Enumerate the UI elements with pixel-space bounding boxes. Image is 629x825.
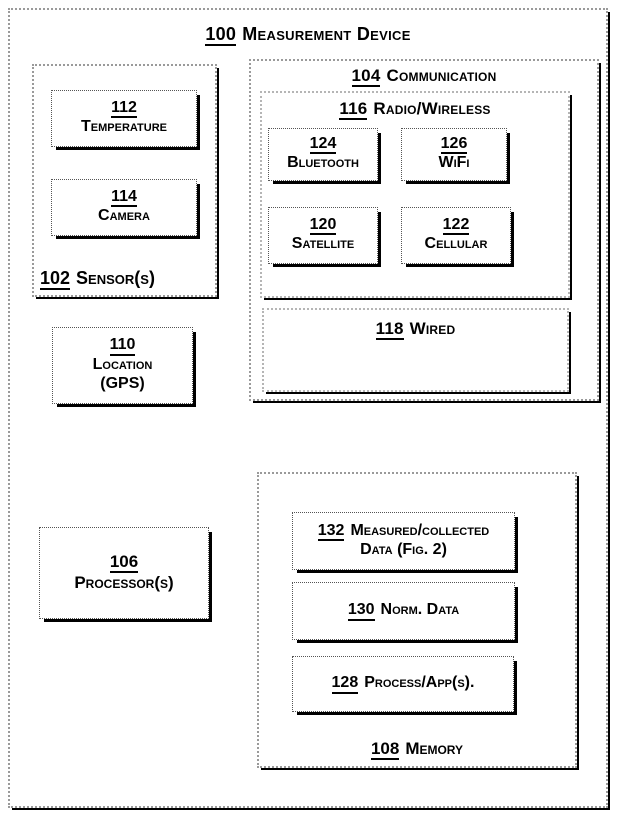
communication-title: [251, 66, 597, 87]
measured-data-box: [292, 512, 515, 570]
wired-title: [264, 319, 567, 340]
bluetooth-ref-number: 124: [310, 136, 337, 155]
process-apps-ref-number: 128: [332, 675, 359, 694]
wired-label: Wired: [409, 319, 456, 338]
satellite-ref-number: 120: [310, 217, 337, 236]
measured-data-ref-number: 132: [318, 523, 345, 542]
wifi-box: [401, 128, 507, 181]
memory-title: [259, 739, 575, 760]
camera-label: Camera: [98, 207, 150, 225]
cellular-ref-number: 122: [443, 217, 470, 236]
norm-data-label: Norm. Data: [380, 601, 460, 619]
sensors-box: [32, 64, 217, 297]
norm-data-line: [348, 601, 459, 621]
measured-data-label: Measured/collected: [350, 521, 490, 539]
radio-wireless-ref-number: 116: [339, 99, 368, 118]
measurement-device-title: [10, 24, 606, 46]
measurement-device-label: Measurement Device: [242, 24, 411, 44]
sensors-title: [40, 268, 155, 290]
location-box: [52, 327, 193, 404]
memory-ref-number: 108: [370, 739, 400, 759]
sensors-label: Sensor(s): [76, 268, 155, 289]
wired-box: [262, 308, 569, 392]
temperature-ref-number: 112: [111, 100, 137, 119]
norm-data-box: [292, 582, 515, 640]
process-apps-line: [332, 674, 475, 694]
processor-ref-number: 106: [109, 552, 139, 572]
satellite-label: Satellite: [291, 235, 355, 253]
cellular-box: [401, 207, 511, 264]
measurement-device-box: [8, 8, 608, 808]
wifi-label: WiFi: [438, 154, 470, 172]
measurement-device-ref-number: 100: [205, 24, 237, 44]
memory-box: [257, 472, 577, 768]
temperature-label: Temperature: [81, 118, 167, 136]
radio-wireless-title: [262, 99, 568, 120]
communication-box: [249, 59, 599, 401]
processor-label: Processor(s): [74, 572, 174, 592]
sensors-ref-number: 102: [40, 268, 71, 289]
measured-data-line2: Data (Fig. 2): [360, 541, 447, 559]
process-apps-box: [292, 656, 514, 712]
satellite-box: [268, 207, 378, 264]
camera-box: [51, 179, 197, 236]
bluetooth-label: Bluetooth: [287, 154, 359, 172]
camera-ref-number: 114: [111, 189, 137, 208]
wired-ref-number: 118: [375, 319, 404, 338]
processor-box: [39, 527, 209, 619]
radio-wireless-label: Radio/Wireless: [373, 99, 491, 118]
location-label: Location: [92, 356, 153, 374]
process-apps-label: Process/App(s).: [364, 674, 475, 692]
norm-data-ref-number: 130: [348, 602, 375, 621]
memory-label: Memory: [405, 739, 464, 759]
wifi-ref-number: 126: [441, 136, 468, 155]
communication-label: Communication: [386, 66, 497, 85]
temperature-box: [51, 90, 197, 147]
radio-wireless-box: [260, 91, 570, 298]
location-ref-number: 110: [110, 337, 136, 356]
cellular-label: Cellular: [424, 235, 488, 253]
bluetooth-box: [268, 128, 378, 181]
communication-ref-number: 104: [351, 66, 381, 85]
measured-data-line1: [318, 522, 489, 542]
location-gps-label: (GPS): [100, 374, 145, 392]
